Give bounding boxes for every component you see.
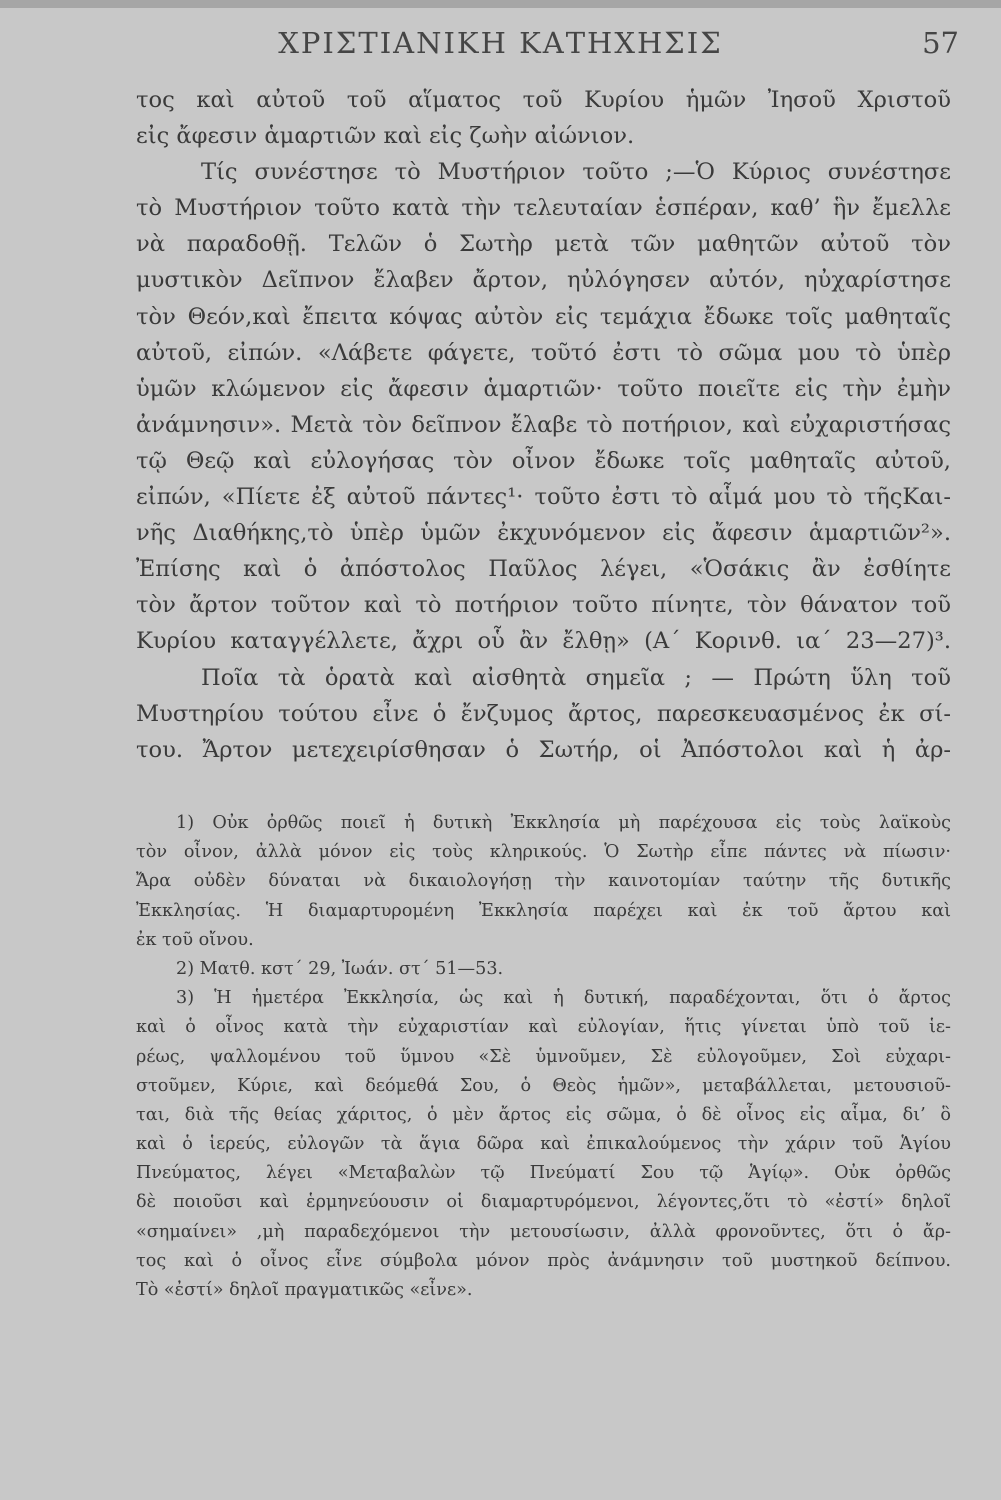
footnote-line: Τὸ «ἐστί» δηλοῖ πραγματικῶς «εἶνε». xyxy=(136,1280,473,1300)
text-line: τὸ Μυστήριον τοῦτο κατὰ τὴν τελευταίαν ἑσπέραν, καθ’ ἣν ἔμελλε xyxy=(136,195,951,222)
running-title: ΧΡΙΣΤΙΑΝΙΚΗ ΚΑΤΗΧΗΣΙΣ xyxy=(278,26,723,60)
text-line: νὰ παραδοθῇ. Τελῶν ὁ Σωτὴρ μετὰ τῶν μαθητῶν αὐτοῦ τὸν xyxy=(136,231,951,258)
footnote-line: 1) Οὐκ ὀρθῶς ποιεῖ ἡ δυτικὴ Ἐκκλησία μὴ παρέχουσα εἰς τοὺς λαϊκοὺς xyxy=(176,813,951,833)
text-line: ἀνάμνησιν». Μετὰ τὸν δεῖπνον ἔλαβε τὸ ποτήριον, καὶ εὐχαριστήσας xyxy=(136,411,951,438)
footnote-line: Πνεύματος, λέγει «Μεταβαλὼν τῷ Πνεύματί Σου τῷ Ἁγίῳ». Οὐκ ὀρθῶς xyxy=(136,1163,951,1184)
footnote-line: Ἄρα οὐδὲν δύναται νὰ δικαιολογήσῃ τὴν καινοτομίαν ταύτην τῆς δυτικῆς xyxy=(136,871,951,892)
scan-top-edge xyxy=(0,0,1001,8)
text-line: τὸν ἄρτον τοῦτον καὶ τὸ ποτήριον τοῦτο πίνητε, τὸν θάνατον τοῦ xyxy=(136,592,951,619)
footnote-line: Ἐκκλησίας. Ἡ διαμαρτυρομένη Ἐκκλησία παρέχει καὶ ἐκ τοῦ ἄρτου καὶ xyxy=(136,900,951,921)
text-line: Τίς συνέστησε τὸ Μυστήριον τοῦτο ;—Ὁ Κύριος συνέστησε xyxy=(201,159,951,186)
footnote-line: δὲ ποιοῦσι καὶ ἑρμηνεύουσιν οἱ διαμαρτυρόμενοι, λέγοντες,ὅτι τὸ «ἐστί» δηλοῖ xyxy=(136,1192,951,1213)
footnote-line: «σημαίνει» ,μὴ παραδεχόμενοι τὴν μετουσίωσιν, ἀλλὰ φρονοῦντες, ὅτι ὁ ἄρ- xyxy=(136,1221,951,1242)
text-line: τὸν Θεόν,καὶ ἔπειτα κόψας αὐτὸν εἰς τεμάχια ἔδωκε τοῖς μαθηταῖς xyxy=(136,303,951,330)
footnote-line: καὶ ὁ οἶνος κατὰ τὴν εὐχαριστίαν καὶ εὐλογίαν, ἥτις γίνεται ὑπὸ τοῦ ἱε- xyxy=(136,1017,951,1038)
text-line: αὐτοῦ, εἰπών. «Λάβετε φάγετε, τοῦτό ἐστι τὸ σῶμα μου τὸ ὑπὲρ xyxy=(136,339,951,366)
footnote-line: στοῦμεν, Κύριε, καὶ δεόμεθά Σου, ὁ Θεὸς ἡμῶν», μεταβάλλεται, μετουσιοῦ- xyxy=(136,1075,951,1096)
text-line: του. Ἄρτον μετεχειρίσθησαν ὁ Σωτήρ, οἱ Ἀπόστολοι καὶ ἡ ἀρ- xyxy=(136,736,951,763)
footnotes xyxy=(136,809,951,1305)
text-line: Κυρίου καταγγέλλετε, ἄχρι οὗ ἂν ἔλθῃ» (Α΄ Κορινθ. ια΄ 23—27)³. xyxy=(136,628,951,655)
text-line: εἰπών, «Πίετε ἐξ αὐτοῦ πάντες¹· τοῦτο ἐστι τὸ αἷμά μου τὸ τῆςΚαι- xyxy=(136,484,951,511)
text-line: Ποῖα τὰ ὁρατὰ καὶ αἰσθητὰ σημεῖα ; — Πρώτη ὕλη τοῦ xyxy=(201,664,951,691)
footnote-line: τος καὶ ὁ οἶνος εἶνε σύμβολα μόνον πρὸς ἀνάμνησιν τοῦ μυστηκοῦ δείπνου. xyxy=(136,1250,951,1271)
text-line: ὑμῶν κλώμενον εἰς ἄφεσιν ἁμαρτιῶν· τοῦτο ποιεῖτε εἰς τὴν ἐμὴν xyxy=(136,375,951,402)
footnote-line: 3) Ἡ ἡμετέρα Ἐκκλησία, ὡς καὶ ἡ δυτική, παραδέχονται, ὅτι ὁ ἄρτος xyxy=(176,988,951,1009)
footnote-line: ται, διὰ τῆς θείας χάριτος, ὁ μὲν ἄρτος εἰς σῶμα, ὁ δὲ οἶνος εἰς αἷμα, δι’ ὃ xyxy=(136,1104,951,1125)
text-line: τος καὶ αὐτοῦ τοῦ αἵματος τοῦ Κυρίου ἡμῶν Ἰησοῦ Χριστοῦ xyxy=(136,87,951,113)
footnote-line: τὸν οἶνον, ἀλλὰ μόνον εἰς τοὺς κληρικούς. Ὁ Σωτὴρ εἶπε πάντες νὰ πίωσιν· xyxy=(136,842,951,863)
main-text xyxy=(136,82,951,768)
text-line: Ἐπίσης καὶ ὁ ἀπόστολος Παῦλος λέγει, «Ὁσάκις ἂν ἐσθίητε xyxy=(136,556,951,583)
footnote-line: 2) Ματθ. κστ΄ 29, Ἰωάν. στ΄ 51—53. xyxy=(176,958,504,979)
page-number: 57 xyxy=(922,26,959,60)
footnote-line: ἐκ τοῦ οἴνου. xyxy=(136,929,254,950)
text-line: εἰς ἄφεσιν ἁμαρτιῶν καὶ εἰς ζωὴν αἰώνιον. xyxy=(136,123,635,150)
footnote-line: ρέως, ψαλλομένου τοῦ ὕμνου «Σὲ ὑμνοῦμεν, Σὲ εὐλογοῦμεν, Σοὶ εὐχαρι- xyxy=(136,1046,951,1067)
text-line: τῷ Θεῷ καὶ εὐλογήσας τὸν οἶνον ἔδωκε τοῖς μαθηταῖς αὐτοῦ, xyxy=(136,447,951,474)
footnote-line: καὶ ὁ ἱερεύς, εὐλογῶν τὰ ἅγια δῶρα καὶ ἐπικαλούμενος τὴν χάριν τοῦ Ἁγίου xyxy=(136,1134,951,1155)
text-line: νῆς Διαθήκης,τὸ ὑπὲρ ὑμῶν ἐκχυνόμενον εἰς ἄφεσιν ἁμαρτιῶν²». xyxy=(136,520,951,547)
text-line: Μυστηρίου τούτου εἶνε ὁ ἔνζυμος ἄρτος, παρεσκευασμένος ἐκ σί- xyxy=(136,700,951,727)
text-line: μυστικὸν Δεῖπνον ἔλαβεν ἄρτον, ηὐλόγησεν αὐτόν, ηὐχαρίστησε xyxy=(136,267,951,294)
